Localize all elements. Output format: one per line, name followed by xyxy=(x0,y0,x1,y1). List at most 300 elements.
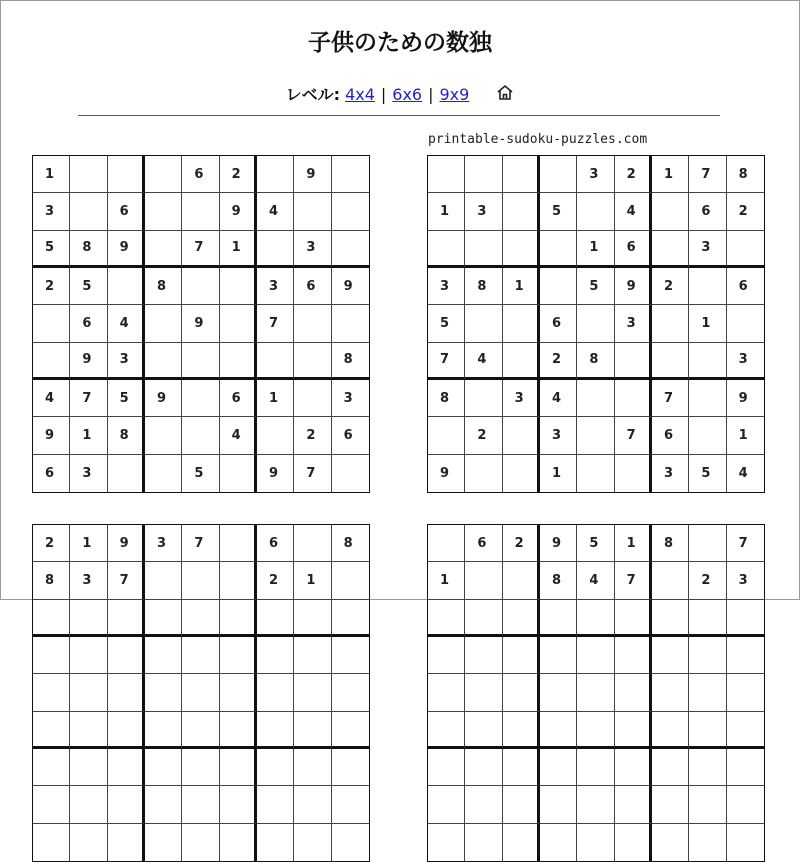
level-label: レベル: xyxy=(285,85,340,104)
sudoku-cell xyxy=(577,674,614,711)
sudoku-cell xyxy=(220,268,257,305)
sudoku-cell: 8 xyxy=(70,231,107,268)
sudoku-cell xyxy=(220,749,257,786)
sudoku-cell: 5 xyxy=(428,305,465,342)
sudoku-cell xyxy=(615,637,652,674)
sudoku-cell: 1 xyxy=(727,417,764,454)
sudoku-cell: 9 xyxy=(332,268,369,305)
sudoku-cell: 9 xyxy=(108,231,145,268)
sudoku-cell xyxy=(108,600,145,637)
sudoku-cell: 1 xyxy=(294,562,331,599)
sudoku-cell xyxy=(503,749,540,786)
sudoku-cell xyxy=(652,600,689,637)
sudoku-cell xyxy=(332,455,369,492)
sudoku-cell: 1 xyxy=(428,193,465,230)
sudoku-cell xyxy=(465,455,502,492)
level-link-4x4[interactable]: 4x4 xyxy=(345,85,375,104)
sudoku-cell: 2 xyxy=(689,562,726,599)
home-icon[interactable] xyxy=(496,84,514,105)
sudoku-cell xyxy=(503,674,540,711)
sudoku-cell xyxy=(689,268,726,305)
sudoku-cell: 3 xyxy=(428,268,465,305)
sudoku-cell xyxy=(294,824,331,861)
sudoku-cell xyxy=(145,156,182,193)
sudoku-cell xyxy=(182,268,219,305)
sudoku-cell: 5 xyxy=(577,268,614,305)
sudoku-cell: 8 xyxy=(332,343,369,380)
sudoku-cell: 2 xyxy=(727,193,764,230)
sudoku-cell xyxy=(465,231,502,268)
sudoku-cell xyxy=(615,749,652,786)
sudoku-cell: 5 xyxy=(540,193,577,230)
sudoku-cell xyxy=(727,637,764,674)
sudoku-cell xyxy=(220,343,257,380)
sudoku-cell xyxy=(33,637,70,674)
sudoku-cell xyxy=(220,562,257,599)
sudoku-cell xyxy=(689,417,726,454)
sudoku-cell: 3 xyxy=(145,525,182,562)
sudoku-cell xyxy=(577,786,614,823)
sudoku-cell xyxy=(182,674,219,711)
sudoku-cell: 4 xyxy=(257,193,294,230)
sudoku-cell xyxy=(145,305,182,342)
sudoku-cell: 9 xyxy=(257,455,294,492)
sudoku-cell xyxy=(108,786,145,823)
sudoku-cell xyxy=(503,562,540,599)
sudoku-cell xyxy=(108,824,145,861)
sudoku-cell xyxy=(652,193,689,230)
sudoku-cell: 6 xyxy=(182,156,219,193)
sudoku-grid-4 xyxy=(427,524,765,862)
sudoku-cell xyxy=(145,637,182,674)
sudoku-cell xyxy=(503,343,540,380)
sudoku-cell: 2 xyxy=(540,343,577,380)
sudoku-cell: 7 xyxy=(257,305,294,342)
sudoku-cell: 5 xyxy=(33,231,70,268)
sudoku-cell: 3 xyxy=(108,343,145,380)
sudoku-cell xyxy=(577,712,614,749)
sudoku-cell xyxy=(428,417,465,454)
level-link-9x9[interactable]: 9x9 xyxy=(439,85,470,104)
sudoku-cell xyxy=(465,380,502,417)
sudoku-cell: 9 xyxy=(615,268,652,305)
sudoku-cell xyxy=(257,749,294,786)
sudoku-cell xyxy=(577,417,614,454)
sudoku-cell xyxy=(182,824,219,861)
sudoku-cell xyxy=(428,525,465,562)
sudoku-cell: 4 xyxy=(465,343,502,380)
sudoku-cell: 4 xyxy=(540,380,577,417)
sudoku-cell xyxy=(540,231,577,268)
sudoku-cell xyxy=(70,786,107,823)
sudoku-cell xyxy=(540,674,577,711)
sudoku-cell xyxy=(145,455,182,492)
sudoku-cell: 9 xyxy=(145,380,182,417)
sudoku-cell: 7 xyxy=(70,380,107,417)
sudoku-cell: 7 xyxy=(615,417,652,454)
sudoku-cell xyxy=(294,525,331,562)
sudoku-cell xyxy=(182,712,219,749)
sudoku-cell xyxy=(465,824,502,861)
sudoku-cell xyxy=(145,343,182,380)
sudoku-cell xyxy=(428,600,465,637)
sudoku-cell xyxy=(727,600,764,637)
sudoku-cell xyxy=(294,749,331,786)
sudoku-cell: 3 xyxy=(577,156,614,193)
sudoku-cell xyxy=(503,600,540,637)
sudoku-cell xyxy=(540,600,577,637)
sudoku-cell: 6 xyxy=(540,305,577,342)
sudoku-cell xyxy=(33,824,70,861)
sudoku-cell xyxy=(577,380,614,417)
sudoku-cell: 3 xyxy=(332,380,369,417)
sudoku-cell: 8 xyxy=(652,525,689,562)
level-link-6x6[interactable]: 6x6 xyxy=(392,85,423,104)
sudoku-cell xyxy=(465,305,502,342)
sudoku-cell xyxy=(503,417,540,454)
sudoku-cell xyxy=(220,712,257,749)
sudoku-cell xyxy=(428,674,465,711)
sudoku-cell xyxy=(428,231,465,268)
sudoku-cell xyxy=(108,455,145,492)
sudoku-cell xyxy=(503,305,540,342)
sudoku-cell xyxy=(294,343,331,380)
sudoku-cell xyxy=(70,637,107,674)
sudoku-cell xyxy=(182,562,219,599)
sudoku-cell: 5 xyxy=(70,268,107,305)
sudoku-cell: 1 xyxy=(615,525,652,562)
sudoku-cell xyxy=(689,380,726,417)
sudoku-cell xyxy=(428,712,465,749)
sudoku-cell xyxy=(727,674,764,711)
sudoku-cell xyxy=(332,749,369,786)
sudoku-cell xyxy=(182,786,219,823)
sudoku-cell xyxy=(182,193,219,230)
sudoku-cell: 7 xyxy=(182,231,219,268)
sudoku-cell xyxy=(503,712,540,749)
sudoku-grid-2 xyxy=(427,155,765,493)
sudoku-cell: 4 xyxy=(738,465,748,481)
sudoku-cell xyxy=(465,156,502,193)
sudoku-cell xyxy=(689,712,726,749)
sudoku-cell: 6 xyxy=(689,193,726,230)
sudoku-cell xyxy=(540,786,577,823)
sudoku-cell xyxy=(294,600,331,637)
sudoku-cell xyxy=(615,600,652,637)
sudoku-cell: 7 xyxy=(294,455,331,492)
sudoku-cell: 8 xyxy=(577,343,614,380)
sudoku-cell xyxy=(465,712,502,749)
sudoku-grid-3 xyxy=(32,524,370,862)
sudoku-cell xyxy=(108,268,145,305)
sudoku-cell xyxy=(257,417,294,454)
sudoku-cell: 3 xyxy=(652,455,689,492)
sudoku-cell xyxy=(108,749,145,786)
sudoku-cell xyxy=(689,824,726,861)
sudoku-cell xyxy=(652,637,689,674)
sudoku-cell xyxy=(577,455,614,492)
sudoku-cell: 2 xyxy=(652,268,689,305)
sudoku-cell: 7 xyxy=(108,562,145,599)
sudoku-cell xyxy=(220,674,257,711)
sudoku-cell xyxy=(332,674,369,711)
sudoku-cell xyxy=(145,231,182,268)
sudoku-cell: 8 xyxy=(727,156,764,193)
sudoku-cell xyxy=(220,525,257,562)
sudoku-cell xyxy=(727,231,764,268)
sudoku-cell xyxy=(577,749,614,786)
sudoku-cell xyxy=(428,786,465,823)
sudoku-cell xyxy=(503,637,540,674)
sudoku-cell xyxy=(294,674,331,711)
sudoku-cell xyxy=(294,380,331,417)
sudoku-cell xyxy=(70,749,107,786)
sudoku-cell: 8 xyxy=(540,562,577,599)
sudoku-cell: 6 xyxy=(70,305,107,342)
sudoku-cell: 6 xyxy=(220,380,257,417)
sudoku-cell xyxy=(577,305,614,342)
sudoku-cell xyxy=(294,637,331,674)
sudoku-cell: 1 xyxy=(257,380,294,417)
sudoku-cell xyxy=(70,193,107,230)
sudoku-cell: 4 xyxy=(615,193,652,230)
sudoku-cell xyxy=(70,674,107,711)
sudoku-cell xyxy=(689,343,726,380)
sudoku-cell xyxy=(182,749,219,786)
sudoku-cell xyxy=(108,674,145,711)
sudoku-cell xyxy=(465,637,502,674)
sudoku-cell: 3 xyxy=(727,343,764,380)
sudoku-cell xyxy=(503,231,540,268)
sudoku-cell: 9 xyxy=(220,193,257,230)
sudoku-cell xyxy=(465,600,502,637)
sudoku-cell: 6 xyxy=(465,525,502,562)
site-name: printable-sudoku-puzzles.com xyxy=(428,132,648,147)
sudoku-cell: 9 xyxy=(428,455,465,492)
sudoku-cell: 6 xyxy=(294,268,331,305)
sudoku-cell xyxy=(257,600,294,637)
sudoku-cell xyxy=(540,712,577,749)
sudoku-cell xyxy=(70,156,107,193)
sudoku-cell xyxy=(257,712,294,749)
sudoku-cell xyxy=(577,193,614,230)
sudoku-cell: 2 xyxy=(465,417,502,454)
sudoku-cell xyxy=(652,343,689,380)
sudoku-cell: 8 xyxy=(465,268,502,305)
sudoku-cell xyxy=(294,712,331,749)
sudoku-cell: 9 xyxy=(540,525,577,562)
sudoku-cell: 1 xyxy=(540,455,577,492)
sudoku-cell xyxy=(652,674,689,711)
sudoku-grid-1 xyxy=(32,155,370,493)
sudoku-cell xyxy=(257,674,294,711)
page-title: 子供のための数独 xyxy=(308,30,492,56)
sudoku-cell xyxy=(145,562,182,599)
sudoku-cell xyxy=(615,786,652,823)
sudoku-cell xyxy=(540,156,577,193)
sudoku-cell xyxy=(332,712,369,749)
sudoku-cell xyxy=(145,600,182,637)
sudoku-cell xyxy=(33,712,70,749)
sudoku-cell: 3 xyxy=(33,193,70,230)
sudoku-cell xyxy=(503,156,540,193)
sudoku-cell: 3 xyxy=(257,268,294,305)
sudoku-cell xyxy=(540,749,577,786)
sudoku-cell: 1 xyxy=(428,562,465,599)
sudoku-cell xyxy=(577,637,614,674)
sudoku-cell: 9 xyxy=(727,380,764,417)
sudoku-cell xyxy=(332,786,369,823)
sudoku-cell: 1 xyxy=(220,231,257,268)
sudoku-cell xyxy=(108,712,145,749)
sudoku-cell: 3 xyxy=(465,193,502,230)
separator: | xyxy=(380,85,387,104)
sudoku-cell xyxy=(465,674,502,711)
sudoku-cell xyxy=(332,600,369,637)
sudoku-cell: 1 xyxy=(33,156,70,193)
sudoku-cell xyxy=(428,156,465,193)
level-nav xyxy=(0,82,800,105)
sudoku-cell: 3 xyxy=(70,455,107,492)
sudoku-cell: 1 xyxy=(70,417,107,454)
sudoku-cell xyxy=(70,712,107,749)
sudoku-cell: 8 xyxy=(428,380,465,417)
sudoku-cell xyxy=(33,749,70,786)
sudoku-cell: 3 xyxy=(503,380,540,417)
sudoku-cell: 5 xyxy=(577,525,614,562)
sudoku-cell: 8 xyxy=(145,268,182,305)
sudoku-cell: 9 xyxy=(108,525,145,562)
sudoku-cell xyxy=(503,824,540,861)
sudoku-cell xyxy=(145,712,182,749)
sudoku-cell xyxy=(428,824,465,861)
sudoku-cell xyxy=(615,674,652,711)
sudoku-cell xyxy=(220,600,257,637)
sudoku-cell: 7 xyxy=(689,156,726,193)
sudoku-cell xyxy=(540,268,577,305)
sudoku-cell: 4 xyxy=(220,417,257,454)
sudoku-cell: 3 xyxy=(689,231,726,268)
sudoku-cell: 6 xyxy=(108,193,145,230)
sudoku-cell: 2 xyxy=(294,417,331,454)
sudoku-cell xyxy=(33,305,70,342)
sudoku-cell: 4 xyxy=(33,380,70,417)
sudoku-cell xyxy=(33,786,70,823)
sudoku-cell: 3 xyxy=(294,231,331,268)
sudoku-cell xyxy=(465,749,502,786)
sudoku-cell xyxy=(33,674,70,711)
sudoku-cell: 5 xyxy=(108,380,145,417)
sudoku-cell: 5 xyxy=(182,455,219,492)
sudoku-cell xyxy=(615,343,652,380)
sudoku-cell: 2 xyxy=(503,525,540,562)
sudoku-cell xyxy=(145,786,182,823)
sudoku-cell xyxy=(689,637,726,674)
sudoku-cell xyxy=(727,749,764,786)
sudoku-cell xyxy=(220,637,257,674)
sudoku-cell xyxy=(465,786,502,823)
sudoku-cell: 8 xyxy=(33,562,70,599)
sudoku-cell: 2 xyxy=(257,562,294,599)
sudoku-cell xyxy=(332,193,369,230)
sudoku-cell xyxy=(689,600,726,637)
separator: | xyxy=(428,85,434,104)
sudoku-cell xyxy=(108,156,145,193)
sudoku-cell xyxy=(540,637,577,674)
sudoku-cell xyxy=(428,749,465,786)
sudoku-cell xyxy=(652,562,689,599)
sudoku-cell xyxy=(70,600,107,637)
sudoku-cell: 9 xyxy=(182,305,219,342)
sudoku-cell: 7 xyxy=(428,343,465,380)
sudoku-cell: 4 xyxy=(577,562,614,599)
sudoku-cell xyxy=(652,712,689,749)
sudoku-cell: 9 xyxy=(70,343,107,380)
sudoku-cell: 1 xyxy=(652,156,689,193)
sudoku-cell: 7 xyxy=(727,525,764,562)
sudoku-cell: 2 xyxy=(220,156,257,193)
sudoku-cell xyxy=(652,786,689,823)
sudoku-cell: 3 xyxy=(540,417,577,454)
sudoku-cell: 2 xyxy=(615,156,652,193)
sudoku-cell xyxy=(577,824,614,861)
sudoku-cell xyxy=(220,824,257,861)
sudoku-cell xyxy=(615,455,652,492)
sudoku-cell: 3 xyxy=(727,562,764,599)
sudoku-cell xyxy=(689,674,726,711)
sudoku-cell xyxy=(652,824,689,861)
sudoku-cell: 7 xyxy=(182,525,219,562)
sudoku-cell xyxy=(220,305,257,342)
sudoku-cell: 6 xyxy=(652,417,689,454)
sudoku-cell xyxy=(257,343,294,380)
sudoku-cell xyxy=(182,600,219,637)
sudoku-cell: 9 xyxy=(294,156,331,193)
sudoku-cell xyxy=(727,305,764,342)
sudoku-cell xyxy=(33,600,70,637)
sudoku-cell xyxy=(332,231,369,268)
sudoku-cell xyxy=(257,786,294,823)
sudoku-cell: 6 xyxy=(727,268,764,305)
sudoku-cell: 1 xyxy=(70,525,107,562)
sudoku-cell xyxy=(652,749,689,786)
sudoku-cell: 3 xyxy=(615,305,652,342)
sudoku-cell xyxy=(727,712,764,749)
sudoku-cell: 6 xyxy=(257,525,294,562)
sudoku-cell: 2 xyxy=(33,525,70,562)
sudoku-cell xyxy=(615,824,652,861)
sudoku-cell xyxy=(652,305,689,342)
sudoku-cell: 8 xyxy=(332,525,369,562)
sudoku-cell: 6 xyxy=(33,455,70,492)
sudoku-cell xyxy=(727,786,764,823)
sudoku-cell xyxy=(503,455,540,492)
sudoku-cell xyxy=(465,562,502,599)
sudoku-cell xyxy=(294,305,331,342)
sudoku-cell xyxy=(145,749,182,786)
sudoku-cell: 1 xyxy=(689,305,726,342)
sudoku-cell xyxy=(615,380,652,417)
sudoku-cell: 9 xyxy=(33,417,70,454)
sudoku-cell: 7 xyxy=(652,380,689,417)
sudoku-cell xyxy=(332,637,369,674)
sudoku-cell xyxy=(540,824,577,861)
sudoku-cell xyxy=(689,749,726,786)
sudoku-cell xyxy=(182,343,219,380)
sudoku-cell xyxy=(689,786,726,823)
sudoku-cell xyxy=(257,231,294,268)
sudoku-cell xyxy=(220,786,257,823)
